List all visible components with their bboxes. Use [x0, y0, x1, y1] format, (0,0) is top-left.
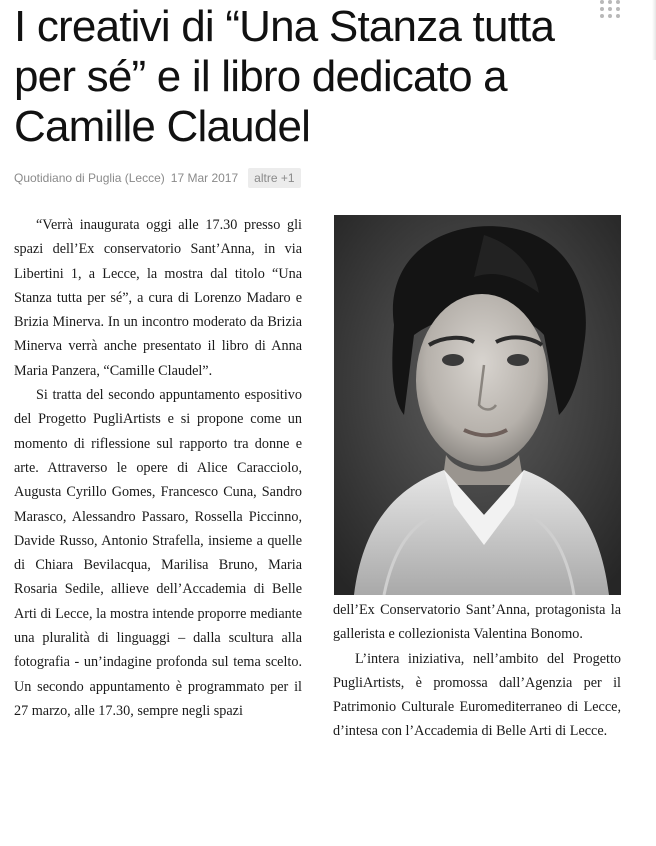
paragraph: L’intera iniziativa, nell’ambito del Progetto PugliArtists, è promossa dall’Agenzia per il Patrimonio Culturale Euromediterraneo di Lecce, d’intesa con l’Accademia di Belle Arti di Lecce. [333, 650, 621, 740]
portrait-photo [334, 215, 621, 595]
article-body-right [333, 598, 621, 744]
article-body-left [14, 213, 302, 723]
date-label: 17 Mar 2017 [170, 171, 239, 185]
paragraph: dell’Ex Conservatorio Sant’Anna, protagonista la gallerista e collezionista Valentina Bonomo. [333, 602, 621, 643]
paragraph: “Verrà inaugurata oggi alle 17.30 presso gli spazi dell’Ex conservatorio Sant’Anna, in via Libertini 1, a Lecce, la mostra dal titolo “Una Stanza tutta per sé”, a cura di Lorenzo Madaro e Brizia Minerva. In un incontro moderato da Brizia Minerva verrà anche presentato il libro di Anna Maria Panzera, “Camille Claudel”. [14, 217, 302, 379]
apps-grid-icon[interactable] [600, 0, 622, 20]
source-label[interactable]: Quotidiano di Puglia (Lecce) [14, 171, 165, 185]
paragraph: Si tratta del secondo appuntamento espositivo del Progetto PugliArtists e si propone come un momento di riflessione sul rapporto tra donne e arte. Attraverso le opere di Alice Caracciolo, Augusta Cyrillo Gomes, Francesco Cuna, Sandro Marasco, Alessandro Passaro, Rossella Piccinno, Davide Russo, Antonio Strafella, insieme a quelle di Chiara Bevilacqua, Marilisa Bruno, Maria Rosaria Sedile, allieve dell’Accademia di Belle Arti di Lecce, la mostra intende proporre mediante una pluralità di linguaggi – dalla scultura alla fotografia - un’indagine profonda sul tema scelto. Un secondo appuntamento è programmato per il 27 marzo, alle 17.30, sempre negli spazi [14, 387, 302, 719]
portrait-illustration [334, 215, 621, 595]
more-sources-badge[interactable]: altre +1 [248, 168, 300, 188]
page-edge-shadow [652, 0, 656, 60]
article-meta [14, 166, 301, 190]
article-title: I creativi di “Una Stanza tutta per sé” e il libro dedicato a Camille Claudel [14, 2, 555, 151]
